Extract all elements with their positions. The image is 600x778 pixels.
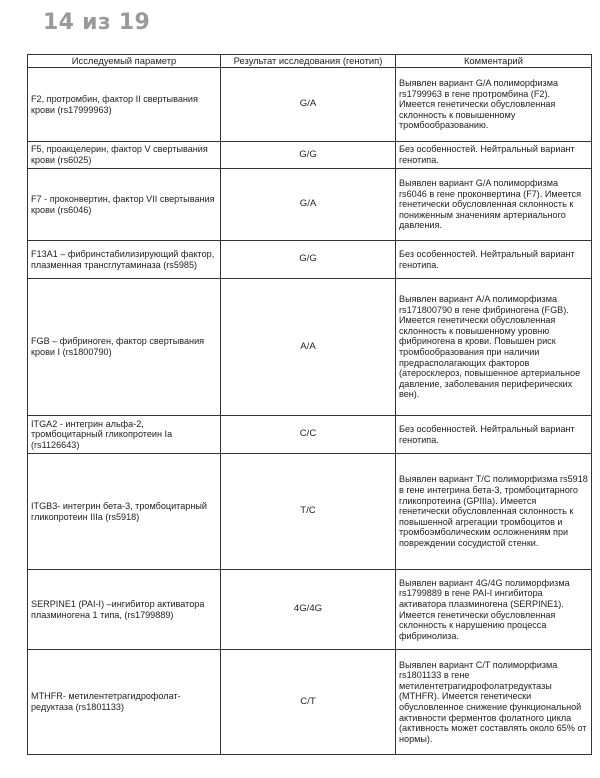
table-row <box>28 68 592 142</box>
header-result: Результат исследования (генотип) <box>221 55 396 68</box>
genotype-cell: G/G <box>221 241 396 279</box>
genotype-cell: G/G <box>221 142 396 169</box>
genotype-cell: T/C <box>221 454 396 570</box>
comment-cell: Выявлен вариант G/A полиморфизма rs1799963 в гене протромбина (F2). Имеется генетически обусловленная склонность к повышенному тромбообразованию. <box>396 68 592 142</box>
comment-cell: Выявлен вариант 4G/4G полиморфизма rs1799889 в гене PAI-I ингибитора активатора плазминогена (SERPINE1). Имеется генетически обусловленная склонность к нарушению процесса фибринолиза. <box>396 570 592 650</box>
genotype-cell: 4G/4G <box>221 570 396 650</box>
genotype-cell: C/T <box>221 650 396 755</box>
param-cell: F7 - проконвертин, фактор VII свертывания крови (rs6046) <box>28 169 221 241</box>
table-row <box>28 279 592 416</box>
table-row <box>28 570 592 650</box>
comment-cell: Без особенностей. Нейтральный вариант генотипа. <box>396 416 592 454</box>
param-cell: F13A1 – фибринстабилизирующий фактор, плазменная трансглутаминаза (rs5985) <box>28 241 221 279</box>
comment-cell: Без особенностей. Нейтральный вариант генотипа. <box>396 142 592 169</box>
results-table <box>27 54 592 755</box>
param-cell: F2, протромбин, фактор II свертывания крови (rs17999963) <box>28 68 221 142</box>
genotype-cell: G/A <box>221 169 396 241</box>
param-cell: ITGA2 - интегрин альфа-2, тромбоцитарный гликопротеин Ia (rs1126643) <box>28 416 221 454</box>
header-param: Исследуемый параметр <box>28 55 221 68</box>
genotype-cell: A/A <box>221 279 396 416</box>
table-row <box>28 142 592 169</box>
param-cell: MTHFR- метилентетрагидрофолат-редуктаза (rs1801133) <box>28 650 221 755</box>
comment-cell: Выявлен вариант G/A полиморфизма rs6046 в гене проконвертина (F7). Имеется генетически обусловленная склонность к пониженным значениям артериального давления. <box>396 169 592 241</box>
genotype-cell: G/A <box>221 68 396 142</box>
header-comment: Комментарий <box>396 55 592 68</box>
table-row <box>28 169 592 241</box>
comment-cell: Выявлен вариант A/A полиморфизма rs171800790 в гене фибриногена (FGB). Имеется генетически обусловленная склонность к повышенному уровню фибриногена в крови. Повышен риск тромбообразования при наличии предрасполагающих факторов (атеросклероз, повышенное артериальное давление, заболевания периферических вен). <box>396 279 592 416</box>
table-row <box>28 416 592 454</box>
genotype-cell: C/C <box>221 416 396 454</box>
table-row <box>28 650 592 755</box>
table-row <box>28 241 592 279</box>
table-header-row <box>28 55 592 68</box>
comment-cell: Выявлен вариант C/T полиморфизма rs1801133 в гене метилентетрагидрофолатредуктазы (MTHFR). Имеется генетически обусловленное снижение функциональной активности ферментов фолатного цикла (активность может составлять около 65% от нормы). <box>396 650 592 755</box>
table-row <box>28 454 592 570</box>
comment-cell: Без особенностей. Нейтральный вариант генотипа. <box>396 241 592 279</box>
param-cell: SERPINE1 (PAI-I) –ингибитор активатора плазминогена 1 типа, (rs1799889) <box>28 570 221 650</box>
param-cell: FGB – фибриноген, фактор свертывания крови I (rs1800790) <box>28 279 221 416</box>
param-cell: F5, проакцелерин, фактор V свертывания крови (rs6025) <box>28 142 221 169</box>
param-cell: ITGB3- интегрин бета-3, тромбоцитарный гликопротеин IIIa (rs5918) <box>28 454 221 570</box>
comment-cell: Выявлен вариант T/C полиморфизма rs5918 в гене интегрина бета-3, тромбоцитарного гликопротеина (GPIIIa). Имеется генетически обусловленная склонность к повышенной агрегации тромбоцитов и тромбоэмболическим осложнениям при повреждении сосудистой стенки. <box>396 454 592 570</box>
page-counter: 14 из 19 <box>43 10 151 35</box>
